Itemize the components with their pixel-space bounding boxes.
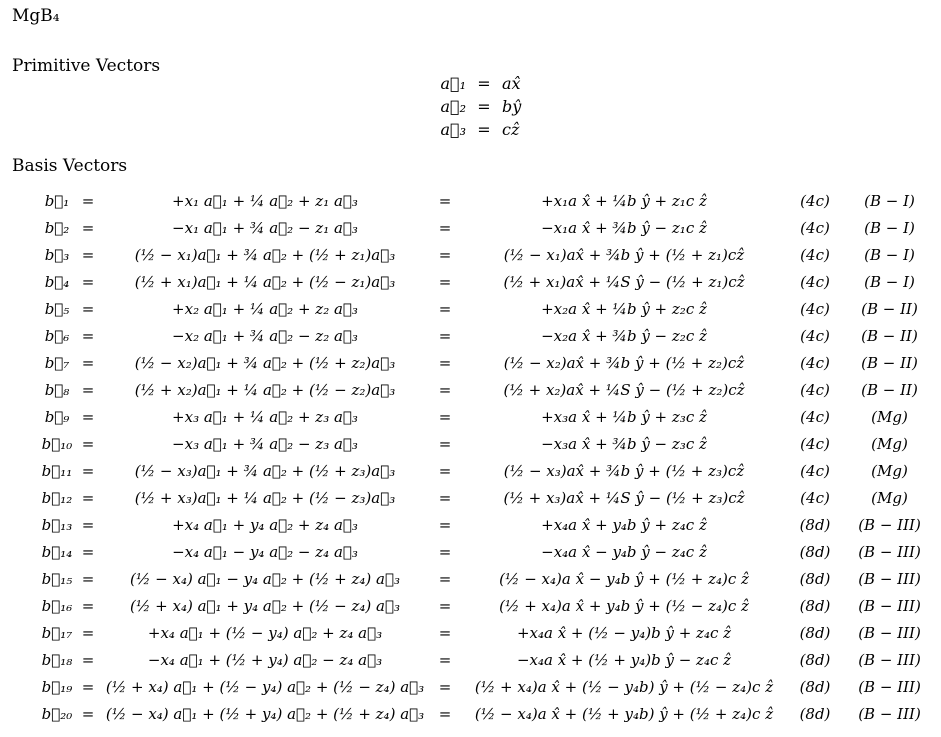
site-label: (B − II) [861,300,918,318]
wyckoff-position: (4c) [800,327,830,345]
basis-vector-label: b⃗₁₉ [41,678,73,696]
lattice-expression: (½ − x₂)a⃗₁ + ¾ a⃗₂ + (½ + z₂)a⃗₃ [134,354,396,372]
equals-sign: = [81,543,95,561]
equals-sign: = [438,381,452,399]
basis-vector-row [0,405,941,432]
lattice-expression: (½ − x₄) a⃗₁ − y₄ a⃗₂ + (½ + z₄) a⃗₃ [130,570,400,588]
lattice-expression: (½ + x₄) a⃗₁ + (½ − y₄) a⃗₂ + (½ − z₄) a⃗₃ [105,678,425,696]
basis-vector-label: b⃗₁₄ [41,543,73,561]
basis-vector-row [0,432,941,459]
basis-vector-label: b⃗₃ [44,246,70,264]
equals-sign: = [81,462,95,480]
basis-vector-label: b⃗₁ [44,192,70,210]
document-title: MgB₄ [12,6,60,26]
lattice-expression: (½ + x₂)a⃗₁ + ¼ a⃗₂ + (½ − z₂)a⃗₃ [134,381,396,399]
basis-vector-label: b⃗₁₈ [41,651,73,669]
wyckoff-position: (4c) [800,489,830,507]
lattice-expression: (½ + x₃)a⃗₁ + ¼ a⃗₂ + (½ − z₃)a⃗₃ [134,489,396,507]
equals-sign: = [81,516,95,534]
site-label: (B − II) [861,381,918,399]
equals-sign: = [81,219,95,237]
basis-vector-row [0,486,941,513]
lattice-expression: (½ − x₃)a⃗₁ + ¾ a⃗₂ + (½ + z₃)a⃗₃ [134,462,396,480]
wyckoff-position: (4c) [800,246,830,264]
basis-vector-row [0,702,941,729]
cartesian-expression: −x₄a x̂ + (½ + y₄)b ŷ − z₄c ẑ [516,651,732,669]
basis-vector-row [0,594,941,621]
equals-sign: = [438,624,452,642]
basis-vector-row [0,324,941,351]
lattice-expression: +x₄ a⃗₁ + (½ − y₄) a⃗₂ + z₄ a⃗₃ [147,624,383,642]
lattice-expression: −x₁ a⃗₁ + ¾ a⃗₂ − z₁ a⃗₃ [172,219,358,237]
equals-sign: = [438,300,452,318]
basis-vector-label: b⃗₁₅ [41,570,73,588]
wyckoff-position: (8d) [799,651,831,669]
cartesian-expression: −x₄a x̂ − y₄b ŷ − z₄c ẑ [541,543,707,561]
site-label: (B − I) [864,192,915,210]
lattice-expression: +x₁ a⃗₁ + ¼ a⃗₂ + z₁ a⃗₃ [172,192,358,210]
equals-sign: = [438,327,452,345]
lattice-expression: +x₄ a⃗₁ + y₄ a⃗₂ + z₄ a⃗₃ [172,516,358,534]
equals-sign: = [81,678,95,696]
cartesian-expression: (½ − x₄)a x̂ + (½ + y₄b) ŷ + (½ + z₄)c ẑ [474,705,774,723]
lattice-expression: −x₄ a⃗₁ − y₄ a⃗₂ − z₄ a⃗₃ [172,543,358,561]
wyckoff-position: (8d) [799,705,831,723]
primitive-vector-row [430,95,582,118]
basis-vector-row [0,675,941,702]
cartesian-expression: +x₄a x̂ + (½ − y₄)b ŷ + z₄c ẑ [516,624,732,642]
equals-sign: = [438,246,452,264]
basis-vector-label: b⃗₁₆ [41,597,73,615]
lattice-expression: +x₃ a⃗₁ + ¼ a⃗₂ + z₃ a⃗₃ [172,408,358,426]
cartesian-expression: +x₃a x̂ + ¼b ŷ + z₃c ẑ [541,408,707,426]
site-label: (B − III) [858,705,921,723]
equals-sign: = [81,273,95,291]
basis-vector-label: b⃗₆ [44,327,70,345]
cartesian-expression: +x₂a x̂ + ¼b ŷ + z₂c ẑ [541,300,707,318]
site-label: (B − I) [864,273,915,291]
site-label: (B − III) [858,516,921,534]
cartesian-expression: (½ − x₁)ax̂ + ¾b ŷ + (½ + z₁)cẑ [503,246,745,264]
basis-vector-label: b⃗₂ [44,219,70,237]
site-label: (B − III) [858,597,921,615]
basis-vector-row [0,513,941,540]
site-label: (Mg) [871,435,908,453]
primitive-vectors-heading: Primitive Vectors [12,56,161,76]
equals-sign: = [81,192,95,210]
equals-sign: = [438,435,452,453]
basis-vector-label: b⃗₂₀ [41,705,73,723]
basis-vector-row [0,378,941,405]
equals-sign: = [438,651,452,669]
basis-vector-row [0,243,941,270]
basis-vector-row [0,351,941,378]
wyckoff-position: (8d) [799,597,831,615]
equals-sign: = [477,120,491,139]
basis-vector-label: b⃗₁₁ [41,462,73,480]
basis-vector-row [0,567,941,594]
wyckoff-position: (8d) [799,678,831,696]
site-label: (B − III) [858,678,921,696]
equals-sign: = [81,354,95,372]
site-label: (Mg) [871,462,908,480]
equals-sign: = [438,516,452,534]
basis-vector-row [0,189,941,216]
site-label: (B − I) [864,219,915,237]
primitive-vector-label: a⃗₂ [440,97,466,116]
equals-sign: = [438,408,452,426]
wyckoff-position: (8d) [799,624,831,642]
basis-vectors-heading: Basis Vectors [12,156,128,176]
cartesian-expression: (½ + x₃)ax̂ + ¼S ŷ − (½ + z₃)cẑ [503,489,745,507]
equals-sign: = [81,651,95,669]
basis-vector-row [0,648,941,675]
primitive-vectors-block [430,72,582,141]
equals-sign: = [438,597,452,615]
primitive-vector-label: a⃗₃ [440,120,466,139]
cartesian-expression: −x₃a x̂ + ¾b ŷ − z₃c ẑ [541,435,707,453]
primitive-vector-value: bŷ [502,97,522,116]
site-label: (B − II) [861,354,918,372]
basis-vector-row [0,621,941,648]
primitive-vector-value: cẑ [502,120,520,139]
equals-sign: = [438,219,452,237]
basis-vector-label: b⃗₄ [44,273,70,291]
equals-sign: = [81,246,95,264]
primitive-vector-label: a⃗₁ [440,74,466,93]
equals-sign: = [438,570,452,588]
site-label: (Mg) [871,489,908,507]
wyckoff-position: (4c) [800,192,830,210]
wyckoff-position: (4c) [800,462,830,480]
equals-sign: = [81,624,95,642]
site-label: (B − III) [858,570,921,588]
wyckoff-position: (4c) [800,219,830,237]
basis-vector-label: b⃗₁₂ [41,489,73,507]
lattice-expression: (½ + x₁)a⃗₁ + ¼ a⃗₂ + (½ − z₁)a⃗₃ [134,273,396,291]
basis-vector-label: b⃗₁₇ [41,624,73,642]
site-label: (B − III) [858,624,921,642]
equals-sign: = [438,705,452,723]
cartesian-expression: +x₄a x̂ + y₄b ŷ + z₄c ẑ [541,516,707,534]
lattice-expression: −x₄ a⃗₁ + (½ + y₄) a⃗₂ − z₄ a⃗₃ [147,651,383,669]
equals-sign: = [81,489,95,507]
site-label: (Mg) [871,408,908,426]
cartesian-expression: (½ − x₃)ax̂ + ¾b ŷ + (½ + z₃)cẑ [503,462,745,480]
equals-sign: = [81,597,95,615]
equals-sign: = [438,462,452,480]
equals-sign: = [438,489,452,507]
cartesian-expression: +x₁a x̂ + ¼b ŷ + z₁c ẑ [541,192,707,210]
site-label: (B − III) [858,543,921,561]
lattice-expression: (½ − x₄) a⃗₁ + (½ + y₄) a⃗₂ + (½ + z₄) a⃗₃ [105,705,425,723]
primitive-vector-value: ax̂ [502,74,521,93]
equals-sign: = [81,327,95,345]
wyckoff-position: (4c) [800,435,830,453]
basis-vector-label: b⃗₉ [44,408,70,426]
site-label: (B − I) [864,246,915,264]
basis-vector-row [0,297,941,324]
cartesian-expression: (½ + x₄)a x̂ + (½ − y₄b) ŷ + (½ − z₄)c ẑ [474,678,774,696]
wyckoff-position: (4c) [800,354,830,372]
lattice-expression: (½ − x₁)a⃗₁ + ¾ a⃗₂ + (½ + z₁)a⃗₃ [134,246,396,264]
wyckoff-position: (8d) [799,570,831,588]
cartesian-expression: (½ + x₂)ax̂ + ¼S ŷ − (½ + z₂)cẑ [503,381,745,399]
lattice-expression: −x₃ a⃗₁ + ¾ a⃗₂ − z₃ a⃗₃ [172,435,358,453]
equals-sign: = [438,354,452,372]
basis-vector-row [0,270,941,297]
equals-sign: = [438,543,452,561]
wyckoff-position: (4c) [800,273,830,291]
basis-vector-label: b⃗₁₃ [41,516,73,534]
equals-sign: = [81,408,95,426]
primitive-vector-row [430,72,582,95]
cartesian-expression: −x₁a x̂ + ¾b ŷ − z₁c ẑ [541,219,707,237]
basis-vector-row [0,459,941,486]
equals-sign: = [81,570,95,588]
primitive-vector-row [430,118,582,141]
basis-vector-label: b⃗₁₀ [41,435,73,453]
wyckoff-position: (4c) [800,408,830,426]
site-label: (B − II) [861,327,918,345]
cartesian-expression: (½ − x₂)ax̂ + ¾b ŷ + (½ + z₂)cẑ [503,354,745,372]
equals-sign: = [81,381,95,399]
site-label: (B − III) [858,651,921,669]
wyckoff-position: (4c) [800,381,830,399]
equals-sign: = [81,300,95,318]
equals-sign: = [81,705,95,723]
wyckoff-position: (4c) [800,300,830,318]
lattice-expression: (½ + x₄) a⃗₁ + y₄ a⃗₂ + (½ − z₄) a⃗₃ [130,597,400,615]
basis-vector-label: b⃗₈ [44,381,70,399]
equals-sign: = [477,74,491,93]
equals-sign: = [438,273,452,291]
cartesian-expression: (½ + x₄)a x̂ + y₄b ŷ + (½ − z₄)c ẑ [499,597,749,615]
cartesian-expression: (½ + x₁)ax̂ + ¼S ŷ − (½ + z₁)cẑ [503,273,745,291]
wyckoff-position: (8d) [799,543,831,561]
wyckoff-position: (8d) [799,516,831,534]
cartesian-expression: (½ − x₄)a x̂ − y₄b ŷ + (½ + z₄)c ẑ [499,570,749,588]
equals-sign: = [477,97,491,116]
basis-vector-label: b⃗₇ [44,354,70,372]
basis-vector-row [0,540,941,567]
equals-sign: = [438,678,452,696]
equals-sign: = [81,435,95,453]
equals-sign: = [438,192,452,210]
cartesian-expression: −x₂a x̂ + ¾b ŷ − z₂c ẑ [541,327,707,345]
basis-vector-label: b⃗₅ [44,300,70,318]
lattice-expression: −x₂ a⃗₁ + ¾ a⃗₂ − z₂ a⃗₃ [172,327,358,345]
basis-vector-row [0,216,941,243]
lattice-expression: +x₂ a⃗₁ + ¼ a⃗₂ + z₂ a⃗₃ [172,300,358,318]
